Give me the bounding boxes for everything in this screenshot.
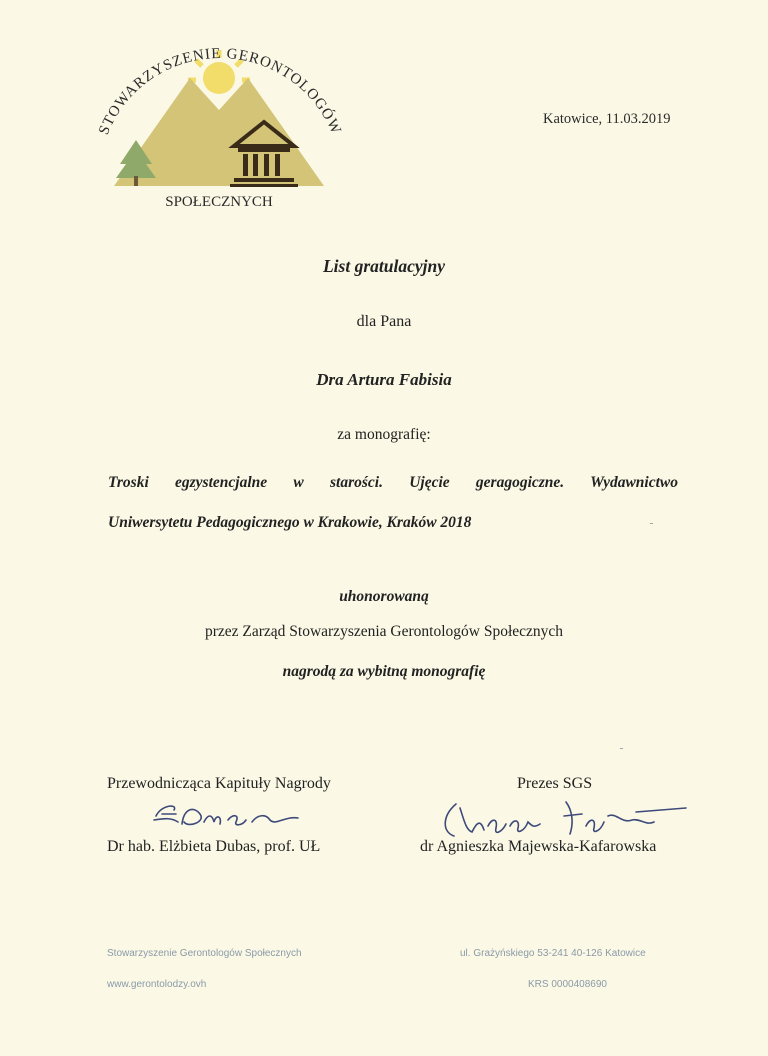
scan-speck bbox=[650, 523, 653, 524]
footer-organization-name: Stowarzyszenie Gerontologów Społecznych bbox=[107, 948, 302, 959]
right-signatory-role: Prezes SGS bbox=[517, 775, 593, 792]
award-name: nagrodą za wybitną monografię bbox=[282, 663, 486, 680]
left-signatory-role: Przewodnicząca Kapituły Nagrody bbox=[107, 775, 331, 792]
left-signature bbox=[148, 796, 313, 836]
document-title: List gratulacyjny bbox=[322, 256, 445, 276]
recipient-name: Dra Artura Fabisia bbox=[316, 370, 452, 389]
logo-bottom-text: SPOŁECZNYCH bbox=[165, 194, 273, 210]
association-logo bbox=[88, 38, 350, 218]
footer-website: www.gerontolodzy.ovh bbox=[107, 979, 207, 990]
monograph-title-line-2: Uniwersytetu Pedagogicznego w Krakowie, Kraków 2018 bbox=[108, 514, 472, 531]
issue-date: Katowice, 11.03.2019 bbox=[543, 111, 671, 127]
for-monograph-label: za monografię: bbox=[337, 426, 431, 443]
scan-speck bbox=[620, 748, 623, 749]
by-board-text: przez Zarząd Stowarzyszenia Gerontologów Społecznych bbox=[204, 623, 564, 640]
honored-label: uhonorowaną bbox=[339, 588, 429, 605]
logo-arc-text: STOWARZYSZENIE GERONTOLOGÓW bbox=[96, 45, 344, 138]
right-signatory-name: dr Agnieszka Majewska-Kafarowska bbox=[420, 838, 657, 855]
left-signatory-name: Dr hab. Elżbieta Dubas, prof. UŁ bbox=[107, 838, 321, 855]
monograph-title-line-1: Troski egzystencjalne w starości. Ujęcie geragogiczne. Wydawnictwo bbox=[108, 474, 678, 491]
footer-address: ul. Grażyńskiego 53-241 40-126 Katowice bbox=[460, 948, 646, 959]
for-label: dla Pana bbox=[356, 313, 412, 330]
footer-krs-number: KRS 0000408690 bbox=[528, 979, 607, 990]
